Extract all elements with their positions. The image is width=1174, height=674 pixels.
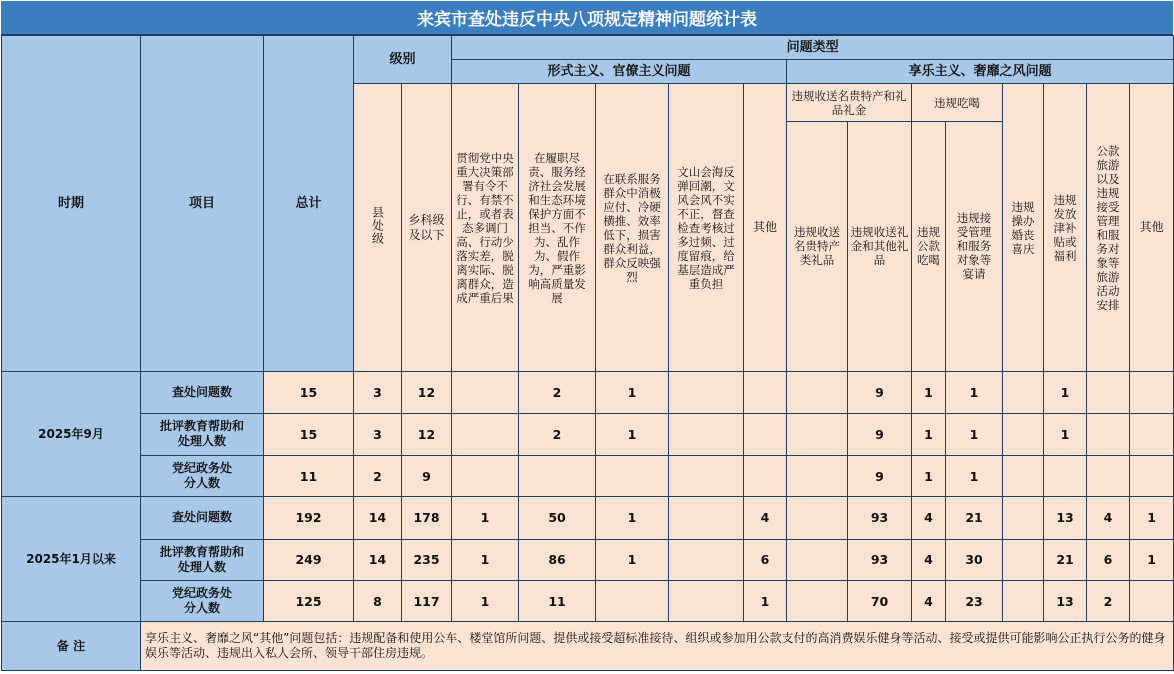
table-cell: 93	[848, 497, 912, 539]
table-cell	[452, 372, 519, 413]
table-cell	[452, 455, 519, 496]
table-title: 来宾市查处违反中央八项规定精神问题统计表	[1, 1, 1173, 35]
table-cell: 1	[452, 581, 519, 622]
table-cell: 1	[1044, 372, 1087, 413]
table-cell	[787, 539, 848, 580]
table-cell: 1	[1130, 497, 1174, 539]
row-item-label: 批评教育帮助和处理人数	[141, 413, 264, 455]
table-cell	[1130, 455, 1174, 496]
table-cell	[596, 581, 669, 622]
table-cell	[1003, 497, 1044, 539]
table-cell: 1	[1130, 539, 1174, 580]
table-cell: 4	[744, 497, 787, 539]
table-cell: 86	[519, 539, 596, 580]
row-item-label: 党纪政务处分人数	[141, 581, 264, 622]
row-item-label: 党纪政务处分人数	[141, 455, 264, 496]
table-cell: 1	[946, 413, 1003, 455]
header-formalism-other: 其他	[744, 84, 787, 372]
table-cell	[1087, 413, 1130, 455]
period-label: 2025年1月以来	[2, 497, 141, 622]
row-item-label: 查处问题数	[141, 372, 264, 413]
table-cell	[1130, 581, 1174, 622]
table-cell	[744, 413, 787, 455]
table-cell: 13	[1044, 497, 1087, 539]
table-cell: 11	[519, 581, 596, 622]
header-formalism: 形式主义、官僚主义问题	[452, 60, 787, 84]
header-item: 项目	[141, 36, 264, 372]
table-cell: 23	[946, 581, 1003, 622]
table-cell: 2	[519, 372, 596, 413]
table-cell	[787, 581, 848, 622]
table-cell	[1087, 455, 1130, 496]
table-cell: 4	[912, 539, 946, 580]
table-cell: 93	[848, 539, 912, 580]
table-cell: 178	[402, 497, 452, 539]
header-eat-group: 违规吃喝	[912, 84, 1003, 121]
header-travel: 公款旅游以及违规接受管理和服务对象等旅游活动安排	[1087, 84, 1130, 372]
table-cell: 30	[946, 539, 1003, 580]
table-cell: 9	[402, 455, 452, 496]
table-cell: 14	[354, 497, 402, 539]
table-cell: 3	[354, 372, 402, 413]
table-cell: 1	[452, 497, 519, 539]
table-cell: 9	[848, 413, 912, 455]
table-cell: 15	[264, 372, 354, 413]
table-cell: 6	[744, 539, 787, 580]
header-formalism-3: 在联系服务群众中消极应付、冷硬横推、效率低下，损害群众利益，群众反映强烈	[596, 84, 669, 372]
notes-label: 备 注	[2, 622, 141, 671]
table-cell: 2	[519, 413, 596, 455]
header-formalism-4: 文山会海反弹回潮，文风会风不实不正，督查检查考核过多过频、过度留痕，给基层造成严重负担	[669, 84, 744, 372]
table-cell	[1003, 372, 1044, 413]
statistics-sheet	[1, 1, 1173, 672]
table-cell	[1044, 455, 1087, 496]
table-cell	[1003, 539, 1044, 580]
table-cell: 125	[264, 581, 354, 622]
table-cell: 9	[848, 455, 912, 496]
table-cell: 13	[1044, 581, 1087, 622]
table-cell	[669, 497, 744, 539]
table-cell	[1130, 372, 1174, 413]
table-cell: 1	[946, 372, 1003, 413]
table-cell: 12	[402, 413, 452, 455]
table-cell: 1	[744, 581, 787, 622]
header-gift-1: 违规收送名贵特产类礼品	[787, 121, 848, 371]
table-cell: 2	[354, 455, 402, 496]
table-cell	[1003, 455, 1044, 496]
header-gift-2: 违规收送礼金和其他礼品	[848, 121, 912, 371]
table-cell: 1	[912, 455, 946, 496]
table-cell	[744, 455, 787, 496]
table-cell	[1003, 413, 1044, 455]
table-cell: 12	[402, 372, 452, 413]
header-formalism-1: 贯彻党中央重大决策部署有令不行、有禁不止，或者表态多调门高、行动少落实差，脱离实际、脱离群众，造成严重后果	[452, 84, 519, 372]
table-cell	[669, 455, 744, 496]
table-cell: 8	[354, 581, 402, 622]
table-cell: 1	[1044, 413, 1087, 455]
table-cell	[452, 413, 519, 455]
table-cell: 249	[264, 539, 354, 580]
table-cell: 70	[848, 581, 912, 622]
table-cell	[669, 539, 744, 580]
table-cell	[669, 372, 744, 413]
table-cell	[787, 413, 848, 455]
table-cell: 1	[596, 539, 669, 580]
header-gift-group: 违规收送名贵特产和礼品礼金	[787, 84, 912, 121]
header-eat-1: 违规公款吃喝	[912, 121, 946, 371]
statistics-table	[1, 35, 1174, 671]
table-cell: 1	[596, 372, 669, 413]
table-cell: 15	[264, 413, 354, 455]
table-cell: 4	[912, 581, 946, 622]
table-cell: 2	[1087, 581, 1130, 622]
table-cell: 11	[264, 455, 354, 496]
header-problem-type: 问题类型	[452, 36, 1174, 60]
header-level: 级别	[354, 36, 452, 84]
header-subsidy: 违规发放津补贴或福利	[1044, 84, 1087, 372]
table-cell: 1	[912, 413, 946, 455]
table-cell	[787, 497, 848, 539]
table-cell: 1	[452, 539, 519, 580]
notes-text: 享乐主义、奢靡之风“其他”问题包括：违规配备和使用公车、楼堂馆所问题、提供或接受超标准接待、组织或参加用公款支付的高消费娱乐健身等活动、接受或提供可能影响公正执行公务的健身娱乐等活动、违规出入私人会所、领导干部住房违规。	[141, 622, 1174, 671]
header-period: 时期	[2, 36, 141, 372]
header-hedonism: 享乐主义、奢靡之风问题	[787, 60, 1174, 84]
table-cell	[519, 455, 596, 496]
header-township-level: 乡科级及以下	[402, 84, 452, 372]
table-cell: 192	[264, 497, 354, 539]
table-cell: 1	[946, 455, 1003, 496]
table-cell: 4	[912, 497, 946, 539]
table-cell	[1087, 372, 1130, 413]
table-cell	[744, 372, 787, 413]
table-cell: 21	[1044, 539, 1087, 580]
header-hedonism-other: 其他	[1130, 84, 1174, 372]
table-cell	[787, 455, 848, 496]
header-eat-2: 违规接受管理和服务对象等宴请	[946, 121, 1003, 371]
table-cell	[1130, 413, 1174, 455]
table-cell	[669, 413, 744, 455]
table-cell: 4	[1087, 497, 1130, 539]
row-item-label: 查处问题数	[141, 497, 264, 539]
header-formalism-2: 在履职尽责、服务经济社会发展和生态环境保护方面不担当、不作为、乱作为、假作为，严重影响高质量发展	[519, 84, 596, 372]
header-total: 总计	[264, 36, 354, 372]
table-cell: 1	[912, 372, 946, 413]
table-cell	[1003, 581, 1044, 622]
table-cell	[669, 581, 744, 622]
table-cell: 235	[402, 539, 452, 580]
table-cell: 117	[402, 581, 452, 622]
table-cell: 1	[596, 497, 669, 539]
period-label: 2025年9月	[2, 372, 141, 497]
table-cell: 50	[519, 497, 596, 539]
table-cell: 21	[946, 497, 1003, 539]
table-cell: 6	[1087, 539, 1130, 580]
table-cell: 14	[354, 539, 402, 580]
table-cell	[596, 455, 669, 496]
row-item-label: 批评教育帮助和处理人数	[141, 539, 264, 580]
table-cell	[787, 372, 848, 413]
header-wedding: 违规操办婚丧喜庆	[1003, 84, 1044, 372]
header-county-level: 县处级	[354, 84, 402, 372]
table-cell: 1	[596, 413, 669, 455]
table-cell: 3	[354, 413, 402, 455]
table-cell: 9	[848, 372, 912, 413]
